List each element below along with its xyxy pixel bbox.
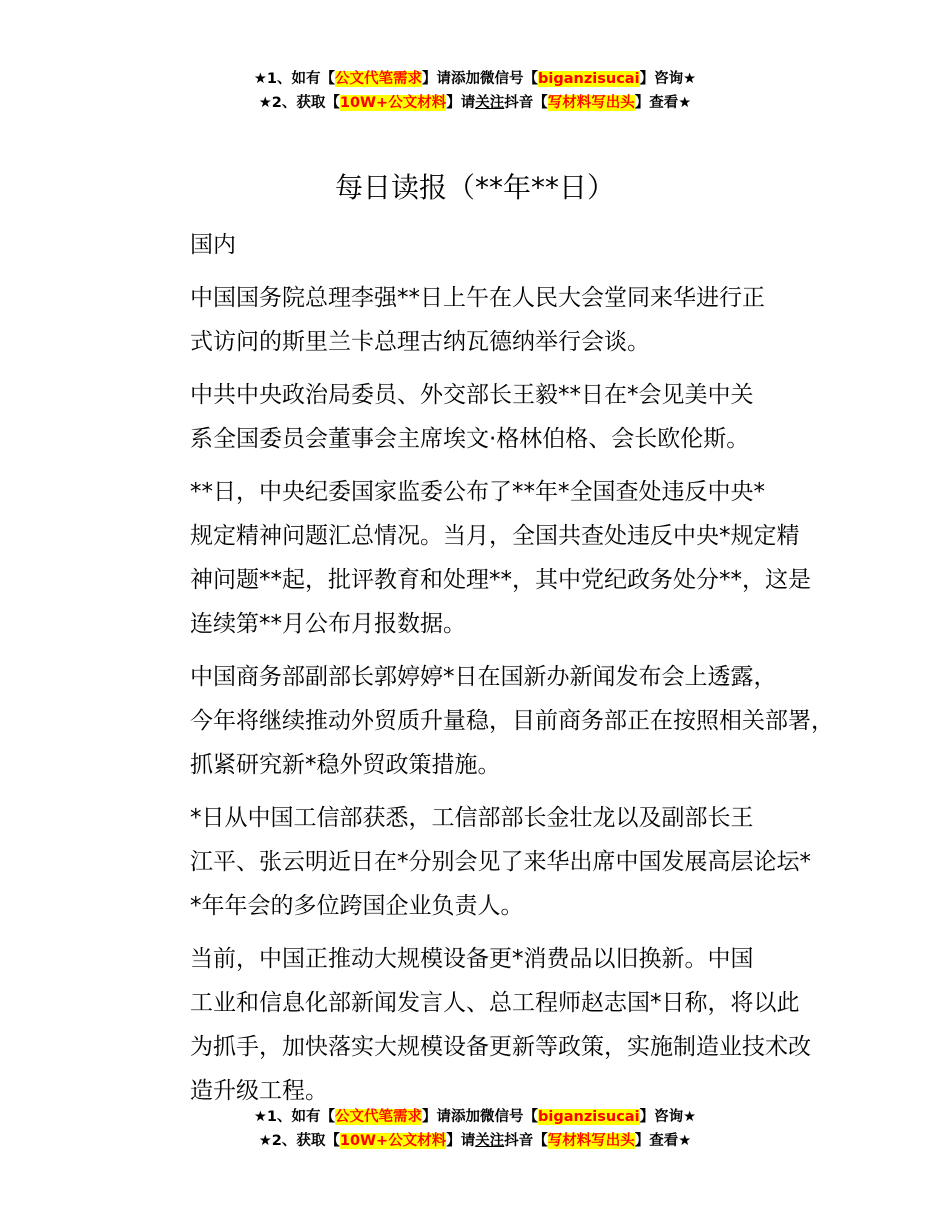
highlight-douyin-account: 写材料写出头: [547, 95, 635, 111]
highlight-ghostwriting: 公文代笔需求: [335, 71, 423, 87]
highlight-materials: 10W+公文材料: [339, 95, 447, 111]
highlight-wechat-id: biganzisucai: [538, 1109, 640, 1125]
paragraph-2: 中共中央政治局委员、外交部长王毅**日在*会见美中关 系全国委员会董事会主席埃文·格林伯格、会长欧伦斯。: [190, 382, 754, 452]
paragraph-4: 中国商务部副部长郭婷婷*日在国新办新闻发布会上透露， 今年将继续推动外贸质升量稳，目前商务部正在按照相关部署， 抓紧研究新*稳外贸政策措施。: [190, 664, 834, 778]
emphasis-follow: 关注: [475, 95, 505, 111]
document-title: 每日读报（**年**日）: [334, 171, 615, 204]
paragraph-6: 当前，中国正推动大规模设备更*消费品以旧换新。中国 工业和信息化部新闻发言人、总工程师赵志国*日称，将以此 为抓手，加快落实大规模设备更新等政策，实施制造业技术改 造升级工程。: [190, 946, 811, 1104]
highlight-wechat-id: biganzisucai: [538, 71, 640, 87]
promo-banner-bottom: [0, 1105, 950, 1153]
highlight-douyin-account: 写材料写出头: [547, 1133, 635, 1149]
promo-line-1: ★1、如有【公文代笔需求】请添加微信号【biganzisucai】咨询★: [253, 1109, 697, 1125]
promo-line-2: ★2、获取【10W+公文材料】请关注抖音【写材料写出头】查看★: [258, 95, 692, 111]
section-heading: 国内: [190, 232, 236, 258]
paragraph-1: 中国国务院总理李强**日上午在人民大会堂同来华进行正 式访问的斯里兰卡总理古纳瓦德纳举行会谈。: [190, 285, 765, 355]
paragraph-5: *日从中国工信部获悉，工信部部长金壮龙以及副部长王 江平、张云明近日在*分别会见了来华出席中国发展高层论坛* *年年会的多位跨国企业负责人。: [190, 805, 811, 919]
promo-line-2: ★2、获取【10W+公文材料】请关注抖音【写材料写出头】查看★: [258, 1133, 692, 1149]
paragraph-3: **日，中央纪委国家监委公布了**年*全国查处违反中央* 规定精神问题汇总情况。当月，全国共查处违反中央*规定精 神问题**起，批评教育和处理**，其中党纪政务处分**，这是 连续第**月公布月报数据。: [190, 479, 811, 637]
emphasis-follow: 关注: [475, 1133, 505, 1149]
promo-line-1: ★1、如有【公文代笔需求】请添加微信号【biganzisucai】咨询★: [253, 71, 697, 87]
promo-banner-top: [0, 67, 950, 115]
document-body: [140, 223, 835, 1122]
highlight-materials: 10W+公文材料: [339, 1133, 447, 1149]
highlight-ghostwriting: 公文代笔需求: [335, 1109, 423, 1125]
